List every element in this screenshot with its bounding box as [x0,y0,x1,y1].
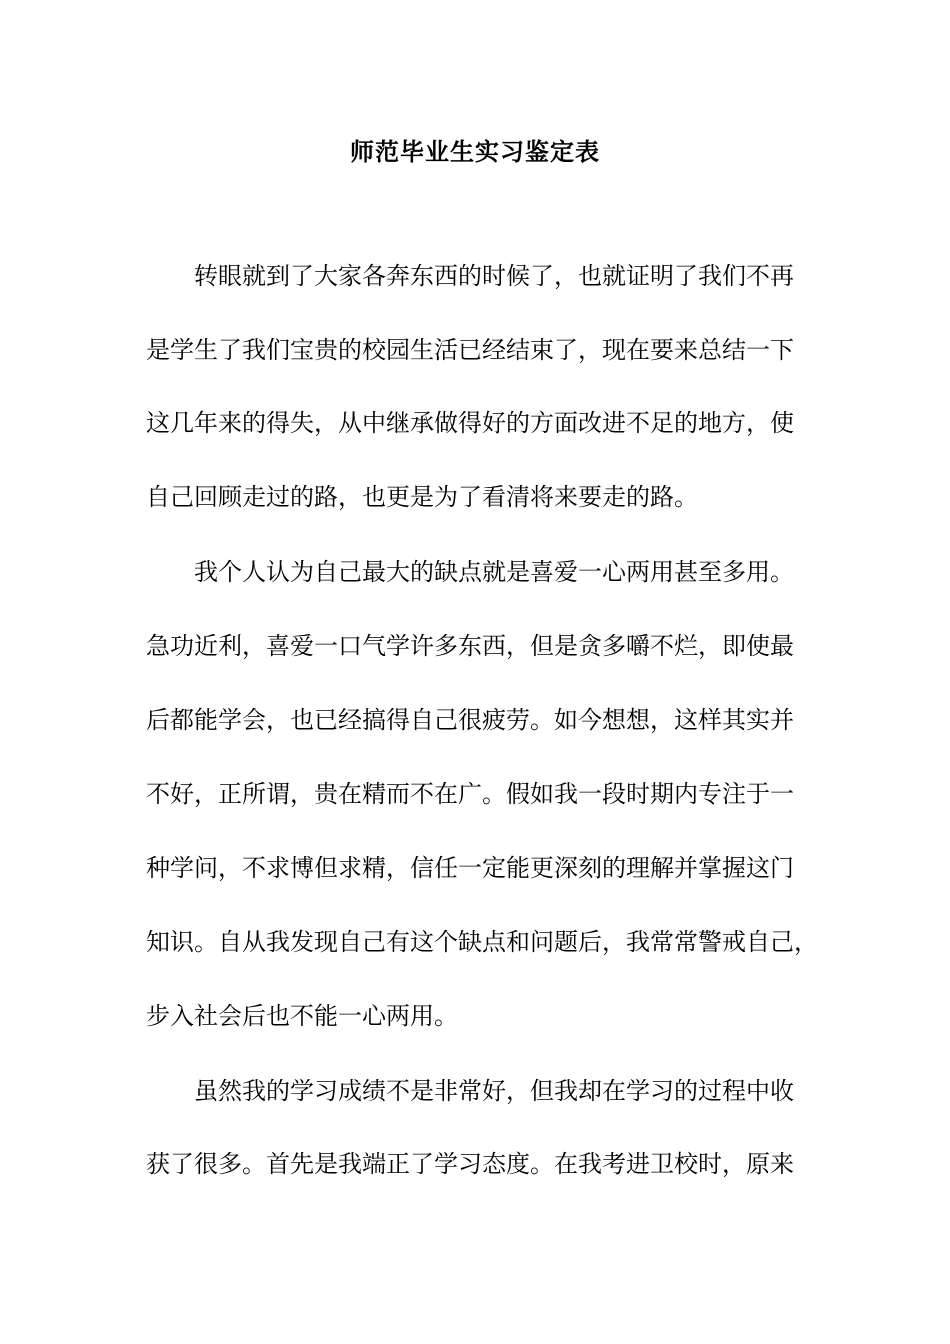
paragraph-2-line-4: 不好，正所谓，贵在精而不在广。假如我一段时期内专注于一 [146,780,794,808]
paragraph-2-line-5: 种学问，不求博但求精，信任一定能更深刻的理解并掌握这门 [146,854,794,882]
document-title: 师范毕业生实习鉴定表 [350,137,600,166]
paragraph-1-line-1: 转眼就到了大家各奔东西的时候了，也就证明了我们不再 [194,262,794,290]
paragraph-1-line-3: 这几年来的得失，从中继承做得好的方面改进不足的地方，使 [146,409,794,437]
paragraph-2-line-1: 我个人认为自己最大的缺点就是喜爱一心两用甚至多用。 [194,558,794,586]
paragraph-1-line-2: 是学生了我们宝贵的校园生活已经结束了，现在要来总结一下 [146,336,794,364]
paragraph-3-line-1: 虽然我的学习成绩不是非常好，但我却在学习的过程中收 [194,1077,794,1105]
paragraph-2-line-3: 后都能学会，也已经搞得自己很疲劳。如今想想，这样其实并 [146,706,794,734]
paragraph-3-line-2: 获了很多。首先是我端正了学习态度。在我考进卫校时，原来 [146,1150,794,1178]
paragraph-2-line-6: 知识。自从我发现自己有这个缺点和问题后，我常常警戒自己， [146,928,818,956]
paragraph-1-line-4: 自己回顾走过的路，也更是为了看清将来要走的路。 [146,483,698,511]
paragraph-2-line-7: 步入社会后也不能一心两用。 [146,1002,458,1030]
paragraph-2-line-2: 急功近利，喜爱一口气学许多东西，但是贪多嚼不烂，即使最 [146,632,794,660]
